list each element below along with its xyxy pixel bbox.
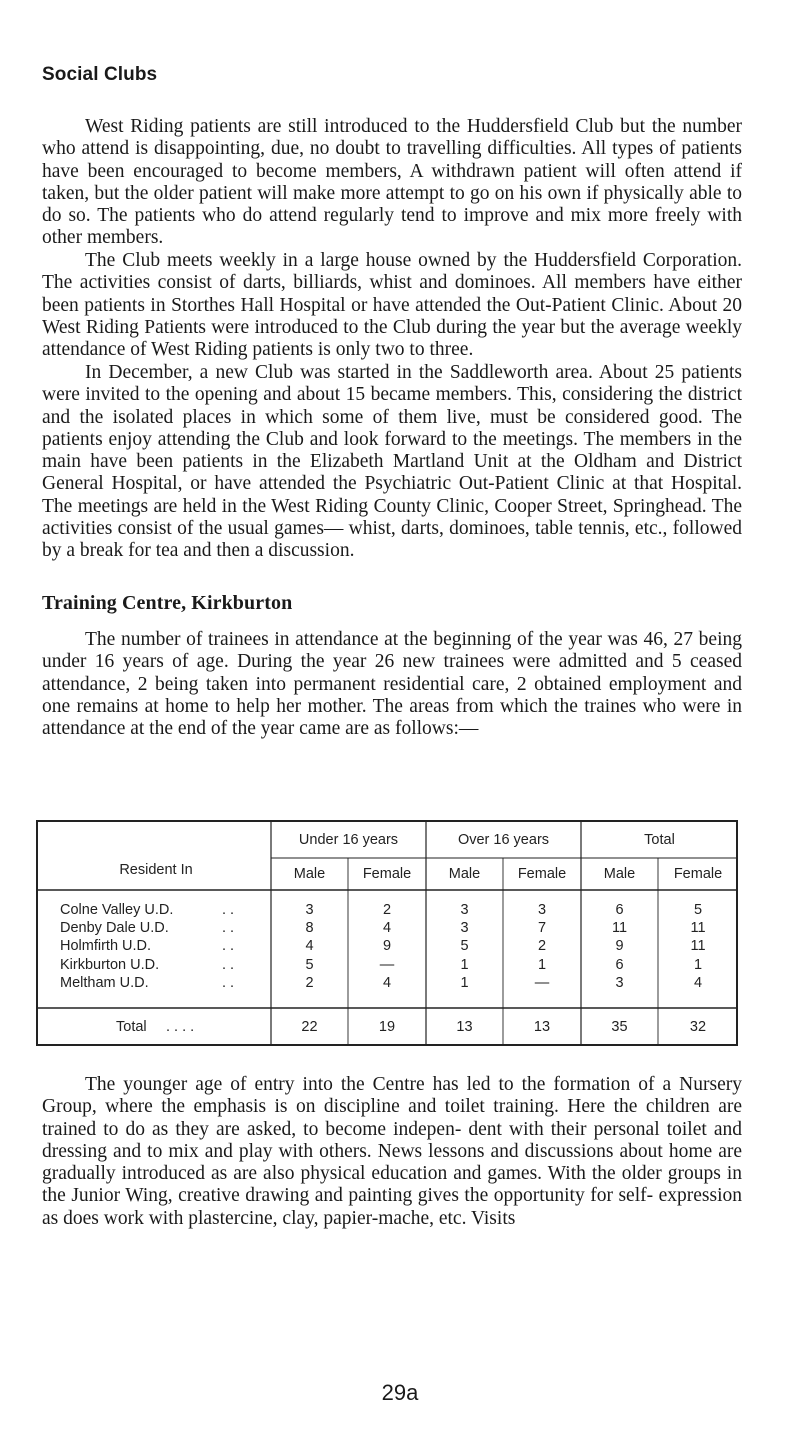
table-cell: 32	[689, 1019, 707, 1035]
table-cell: 11	[611, 920, 628, 937]
table-cell: 7	[537, 920, 547, 937]
table-cell: 3	[305, 902, 314, 918]
table-cell: 35	[611, 1019, 628, 1035]
table-cell: 6	[615, 956, 624, 973]
table-cell: 5	[460, 938, 469, 955]
row-label: Total	[116, 1019, 147, 1035]
leader-dots: . .	[222, 902, 235, 918]
leader-dots: . .	[222, 938, 235, 955]
paragraph: The Club meets weekly in a large house owned by the Huddersfield Corporation. The activities consist of darts, billiards, whist and dominoes. All members have either been patients in Storthes Hall Hospital or have attended the Out-Patient Clinic. About 20 West Riding Patients were introduced to the Club during the year but the average weekly attendance of West Riding patients is only two to three.	[42, 250, 742, 361]
table-cell: 19	[378, 1019, 396, 1035]
row-label: Colne Valley U.D.	[60, 902, 174, 918]
table-cell: 4	[693, 974, 703, 991]
table-cell: 5	[305, 956, 314, 973]
row-label: Kirkburton U.D.	[60, 956, 160, 973]
leader-dots: . . . .	[166, 1019, 195, 1035]
column-header: Male	[293, 866, 326, 882]
table-cell: 1	[693, 956, 703, 973]
table-cell: 2	[537, 938, 547, 955]
table-cell: 22	[301, 1019, 318, 1035]
table-cell: 9	[615, 938, 624, 955]
group-header: Over 16 years	[457, 832, 550, 848]
column-header: Male	[448, 866, 481, 882]
table-cell: 2	[305, 974, 314, 991]
table-cell: 13	[456, 1019, 473, 1035]
column-header: Female	[362, 866, 412, 882]
row-header: Resident In	[119, 862, 193, 878]
leader-dots: . .	[222, 974, 235, 991]
table-cell: 8	[305, 920, 314, 937]
section-heading-social-clubs: Social Clubs	[42, 64, 158, 85]
column-header: Female	[517, 866, 567, 882]
group-header: Total	[644, 832, 675, 848]
table-cell: 6	[615, 902, 624, 918]
leader-dots: . .	[222, 956, 235, 973]
section-heading-training-centre: Training Centre, Kirkburton	[42, 592, 293, 614]
table-cell: 3	[537, 902, 547, 918]
paragraph: The number of trainees in attendance at the beginning of the year was 46, 27 being under 16 years of age. During the year 26 new trainees were admitted and 5 ceased attendance, 2 being taken into permanent residential care, 2 obtained employment and one remains at home to help her mother. The areas from which the traines who were in attendance at the end of the year came are as follows:—	[42, 629, 742, 740]
table-cell: —	[379, 956, 395, 973]
paragraph: In December, a new Club was started in the Saddleworth area. About 25 patients were invited to the opening and about 15 became members. This, considering the district and the isolated places in which some of them live, must be considered good. The patients enjoy attending the Club and look forward to the meetings. The members in the main have been patients in the Elizabeth Martland Unit at the Oldham and District General Hospital, or have attended the Psychiatric Out-Patient Clinic at that Hospital. The meetings are held in the West Riding County Clinic, Cooper Street, Springhead. The activities consist of the usual games— whist, darts, dominoes, table tennis, etc., followed by a break for tea and then a discussion.	[42, 362, 742, 562]
column-header: Male	[603, 866, 636, 882]
table-cell: 2	[382, 902, 392, 918]
table-cell: 3	[460, 902, 469, 918]
paragraph: The younger age of entry into the Centre has led to the formation of a Nursery Group, where the emphasis is on discipline and toilet training. Here the children are trained to do as they are asked, to become indepen- dent with their personal toilet and dressing and to mix and play with others. News lessons and discussions about home are gradually introduced as are also physical education and games. With the older groups in the Junior Wing, creative drawing and painting gives the opportunity for self- expression as does work with plastercine, clay, papier-mache, etc. Visits	[42, 1074, 742, 1229]
attendance-table	[36, 820, 738, 1046]
table-cell: 11	[690, 938, 706, 955]
table-cell: 1	[460, 956, 469, 973]
group-header: Under 16 years	[298, 832, 399, 848]
page-number: 29a	[381, 1380, 419, 1405]
table-cell: 4	[382, 974, 392, 991]
table-cell: 13	[533, 1019, 551, 1035]
table-cell: 11	[690, 920, 706, 937]
table-cell: 3	[615, 974, 624, 991]
paragraph: West Riding patients are still introduced to the Huddersfield Club but the number who attend is disappointing, due, no doubt to travelling difficulties. All types of patients have been encouraged to become members, A withdrawn patient will often attend if taken, but the older patient will make more attempt to go on his own if physically able to do so. The patients who do attend regularly tend to improve and mix more freely with other members.	[42, 116, 742, 249]
row-label: Meltham U.D.	[60, 974, 149, 991]
column-header: Female	[673, 866, 723, 882]
table-cell: —	[534, 974, 550, 991]
table-cell: 1	[537, 956, 547, 973]
leader-dots: . .	[222, 920, 235, 937]
table-cell: 9	[382, 938, 392, 955]
row-label: Denby Dale U.D.	[60, 920, 169, 937]
row-label: Holmfirth U.D.	[60, 938, 152, 955]
table-cell: 5	[693, 902, 703, 918]
table-cell: 3	[460, 920, 469, 937]
table-cell: 4	[382, 920, 392, 937]
table-cell: 1	[460, 974, 469, 991]
table-cell: 4	[305, 938, 314, 955]
